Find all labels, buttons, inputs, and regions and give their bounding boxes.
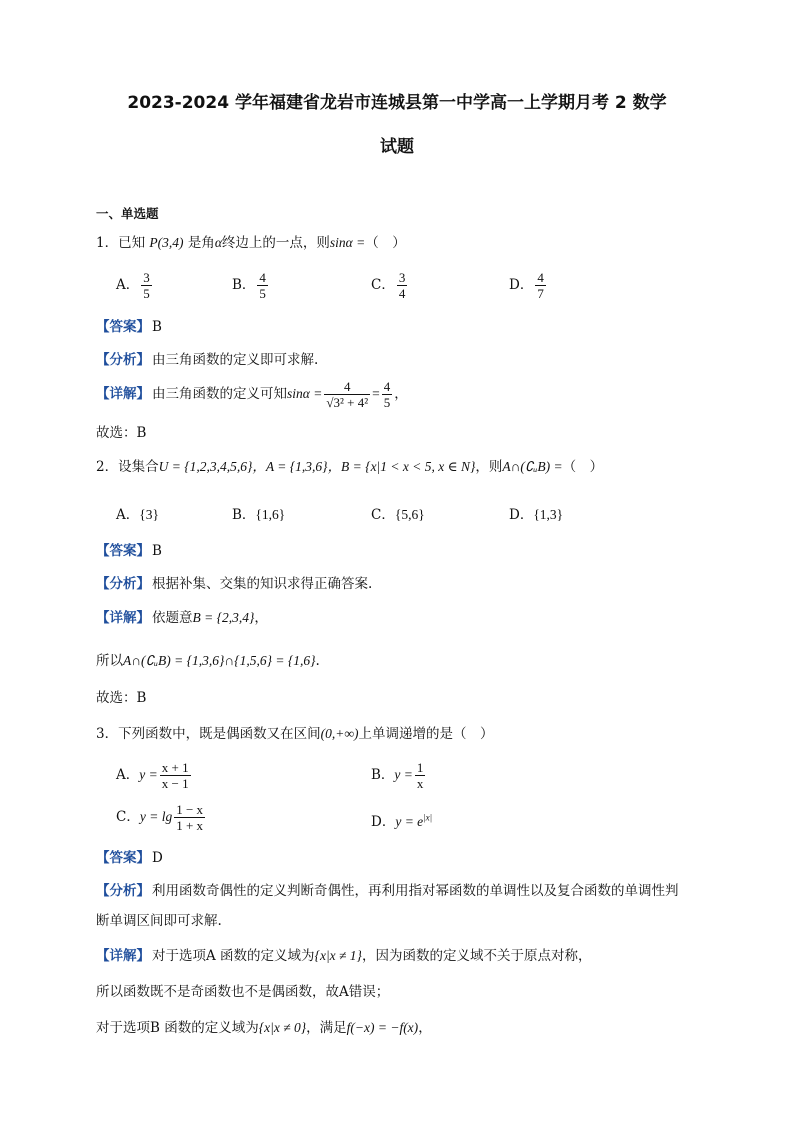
question-number: 2． (96, 459, 119, 475)
analysis-3-line2: 断单调区间即可求解. (96, 913, 222, 929)
punctuation: . (315, 653, 320, 669)
choose-value: B (136, 425, 147, 441)
option-c (371, 503, 425, 523)
analysis-2 (96, 575, 372, 593)
question-bracket: （ ） (365, 235, 406, 251)
fraction (324, 379, 370, 410)
analysis-tag: 【分析】 (96, 576, 150, 592)
numerator: 4 (537, 270, 544, 285)
math-lhs: y = e (395, 814, 424, 829)
numerator: x + 1 (161, 760, 189, 775)
question-text: 上单调递增的是（ ） (358, 726, 494, 742)
math-expression: f(−x) = −f(x) (346, 1020, 419, 1035)
option-d (509, 503, 563, 523)
option-a (116, 503, 159, 523)
option-key: C． (371, 277, 395, 293)
option-key: D． (371, 814, 396, 830)
detail-2-result (96, 652, 320, 670)
denominator: √3² + 4² (326, 395, 369, 410)
denominator: 4 (398, 286, 406, 301)
numerator: 1 − x (176, 802, 204, 817)
math-point: P(3,4) (149, 235, 184, 250)
equals-sign: = (372, 386, 380, 401)
choose-label: 故选： (96, 425, 137, 441)
option-b (232, 503, 285, 523)
denominator: 5 (259, 286, 266, 301)
option-a (116, 760, 193, 791)
math-lhs: y = (139, 767, 158, 782)
question-text: 已知 (118, 235, 146, 251)
detail-tag: 【详解】 (96, 948, 150, 964)
option-c (371, 270, 409, 301)
detail-text: 由三角函数的定义可知 (152, 386, 287, 402)
question-number: 1． (96, 235, 119, 251)
math-set-b: ，B = {x|1 < x < 5, x ∈ N} (327, 459, 476, 474)
analysis-text: 利用函数奇偶性的定义判断奇偶性，再利用指对幂函数的单调性以及复合函数的单调性判 (152, 883, 679, 899)
numerator: 3 (143, 270, 150, 285)
denominator: 5 (383, 395, 391, 410)
option-key: C． (116, 809, 140, 825)
punctuation: ， (394, 386, 408, 402)
option-value: {3} (139, 507, 159, 522)
question-bracket: （ ） (562, 459, 604, 475)
detail-text: 对于选项A 函数的定义域为 (152, 948, 315, 964)
option-value: {1,3} (533, 507, 564, 522)
choose-1 (96, 424, 146, 442)
section-heading: 一、单选题 (96, 206, 159, 221)
answer-value: D (152, 850, 163, 866)
math-set: {x|x ≠ 1} (314, 948, 362, 963)
document-title-line1: 2023-2024 学年福建省龙岩市连城县第一中学高一上学期月考 2 数学 (127, 93, 667, 113)
denominator: 5 (143, 286, 150, 301)
option-key: A． (116, 767, 140, 783)
answer-value: B (152, 543, 162, 559)
option-key: D． (509, 507, 534, 523)
question-text: ，则 (475, 459, 503, 475)
math-lhs: y = lg (139, 809, 173, 824)
option-key: D． (509, 277, 534, 293)
numerator: 4 (259, 270, 266, 285)
numerator: 4 (383, 379, 391, 394)
question-1 (96, 234, 406, 252)
analysis-text: 根据补集、交集的知识求得正确答案. (152, 576, 373, 592)
detail-3-line3 (96, 1019, 432, 1037)
option-key: B． (232, 507, 256, 523)
math-set-a: ，A = {1,3,6} (252, 459, 328, 474)
fraction (160, 760, 191, 791)
option-d (371, 810, 432, 830)
detail-text: ，因为函数的定义域不关于原点对称， (361, 948, 592, 964)
math-expression: A∩(∁ᵤB) = (502, 459, 563, 474)
detail-3-line2: 所以函数既不是奇函数也不是偶函数，故A错误； (96, 984, 390, 1000)
choose-label: 故选： (96, 690, 137, 706)
math-set-u: U = {1,2,3,4,5,6} (158, 459, 253, 474)
analysis-tag: 【分析】 (96, 352, 150, 368)
fraction (535, 270, 546, 301)
fraction (397, 270, 408, 301)
detail-text: 所以 (96, 653, 123, 669)
answer-tag: 【答案】 (96, 543, 150, 559)
option-c (116, 802, 207, 833)
question-text: 终边上的一点，则 (221, 235, 330, 251)
question-text: 是角 (187, 235, 215, 251)
detail-1 (96, 379, 408, 410)
choose-2 (96, 689, 146, 707)
document-title-line2: 试题 (380, 137, 414, 157)
option-key: C． (371, 507, 395, 523)
fraction (415, 760, 426, 791)
option-key: B． (371, 767, 395, 783)
option-a (116, 270, 154, 301)
punctuation: ， (418, 1020, 432, 1036)
question-2 (96, 458, 603, 476)
answer-value: B (152, 319, 162, 335)
numerator: 1 (416, 760, 424, 775)
answer-tag: 【答案】 (96, 850, 150, 866)
option-value: {1,6} (255, 507, 286, 522)
math-interval: (0,+∞) (320, 726, 359, 741)
math-expression: A∩(∁ᵤB) = {1,3,6}∩{1,5,6} = {1,6} (123, 653, 316, 668)
answer-1 (96, 318, 162, 336)
choose-value: B (136, 690, 147, 706)
question-text: 设集合 (118, 459, 159, 475)
detail-tag: 【详解】 (96, 386, 150, 402)
punctuation: ， (254, 610, 268, 626)
detail-text: 对于选项B 函数的定义域为 (96, 1020, 259, 1036)
option-value: {5,6} (394, 507, 425, 522)
math-lhs: y = (394, 767, 413, 782)
denominator: 7 (537, 286, 544, 301)
math-set: {x|x ≠ 0} (258, 1020, 307, 1035)
fraction (257, 270, 268, 301)
answer-2 (96, 542, 162, 560)
analysis-tag: 【分析】 (96, 883, 150, 899)
option-key: A． (116, 507, 140, 523)
option-b (232, 270, 270, 301)
option-d (509, 270, 548, 301)
fraction (174, 802, 205, 833)
analysis-3-line1 (96, 882, 679, 900)
math-sin: sinα = (287, 386, 323, 401)
answer-tag: 【答案】 (96, 319, 150, 335)
math-alpha: α (214, 235, 222, 250)
math-sin: sinα = (329, 235, 366, 250)
denominator: x (416, 776, 424, 791)
answer-3 (96, 849, 163, 867)
detail-3-line1 (96, 947, 591, 965)
option-b (371, 760, 427, 791)
numerator: 3 (398, 270, 406, 285)
math-expression: B = {2,3,4} (192, 610, 255, 625)
detail-tag: 【详解】 (96, 610, 150, 626)
analysis-text: 由三角函数的定义即可求解. (152, 352, 319, 368)
detail-text: 依题意 (152, 610, 193, 626)
denominator: 1 + x (176, 818, 204, 833)
fraction (382, 379, 393, 410)
detail-text: ，满足 (306, 1020, 347, 1036)
question-text: 下列函数中，既是偶函数又在区间 (118, 726, 321, 742)
fraction (141, 270, 152, 301)
detail-2 (96, 609, 268, 627)
analysis-1 (96, 351, 318, 369)
option-key: B． (232, 277, 256, 293)
option-key: A． (116, 277, 140, 293)
numerator: 4 (324, 379, 370, 395)
question-3 (96, 725, 493, 743)
denominator: x − 1 (161, 776, 189, 791)
math-exponent: |x| (423, 812, 433, 823)
question-number: 3． (96, 726, 119, 742)
